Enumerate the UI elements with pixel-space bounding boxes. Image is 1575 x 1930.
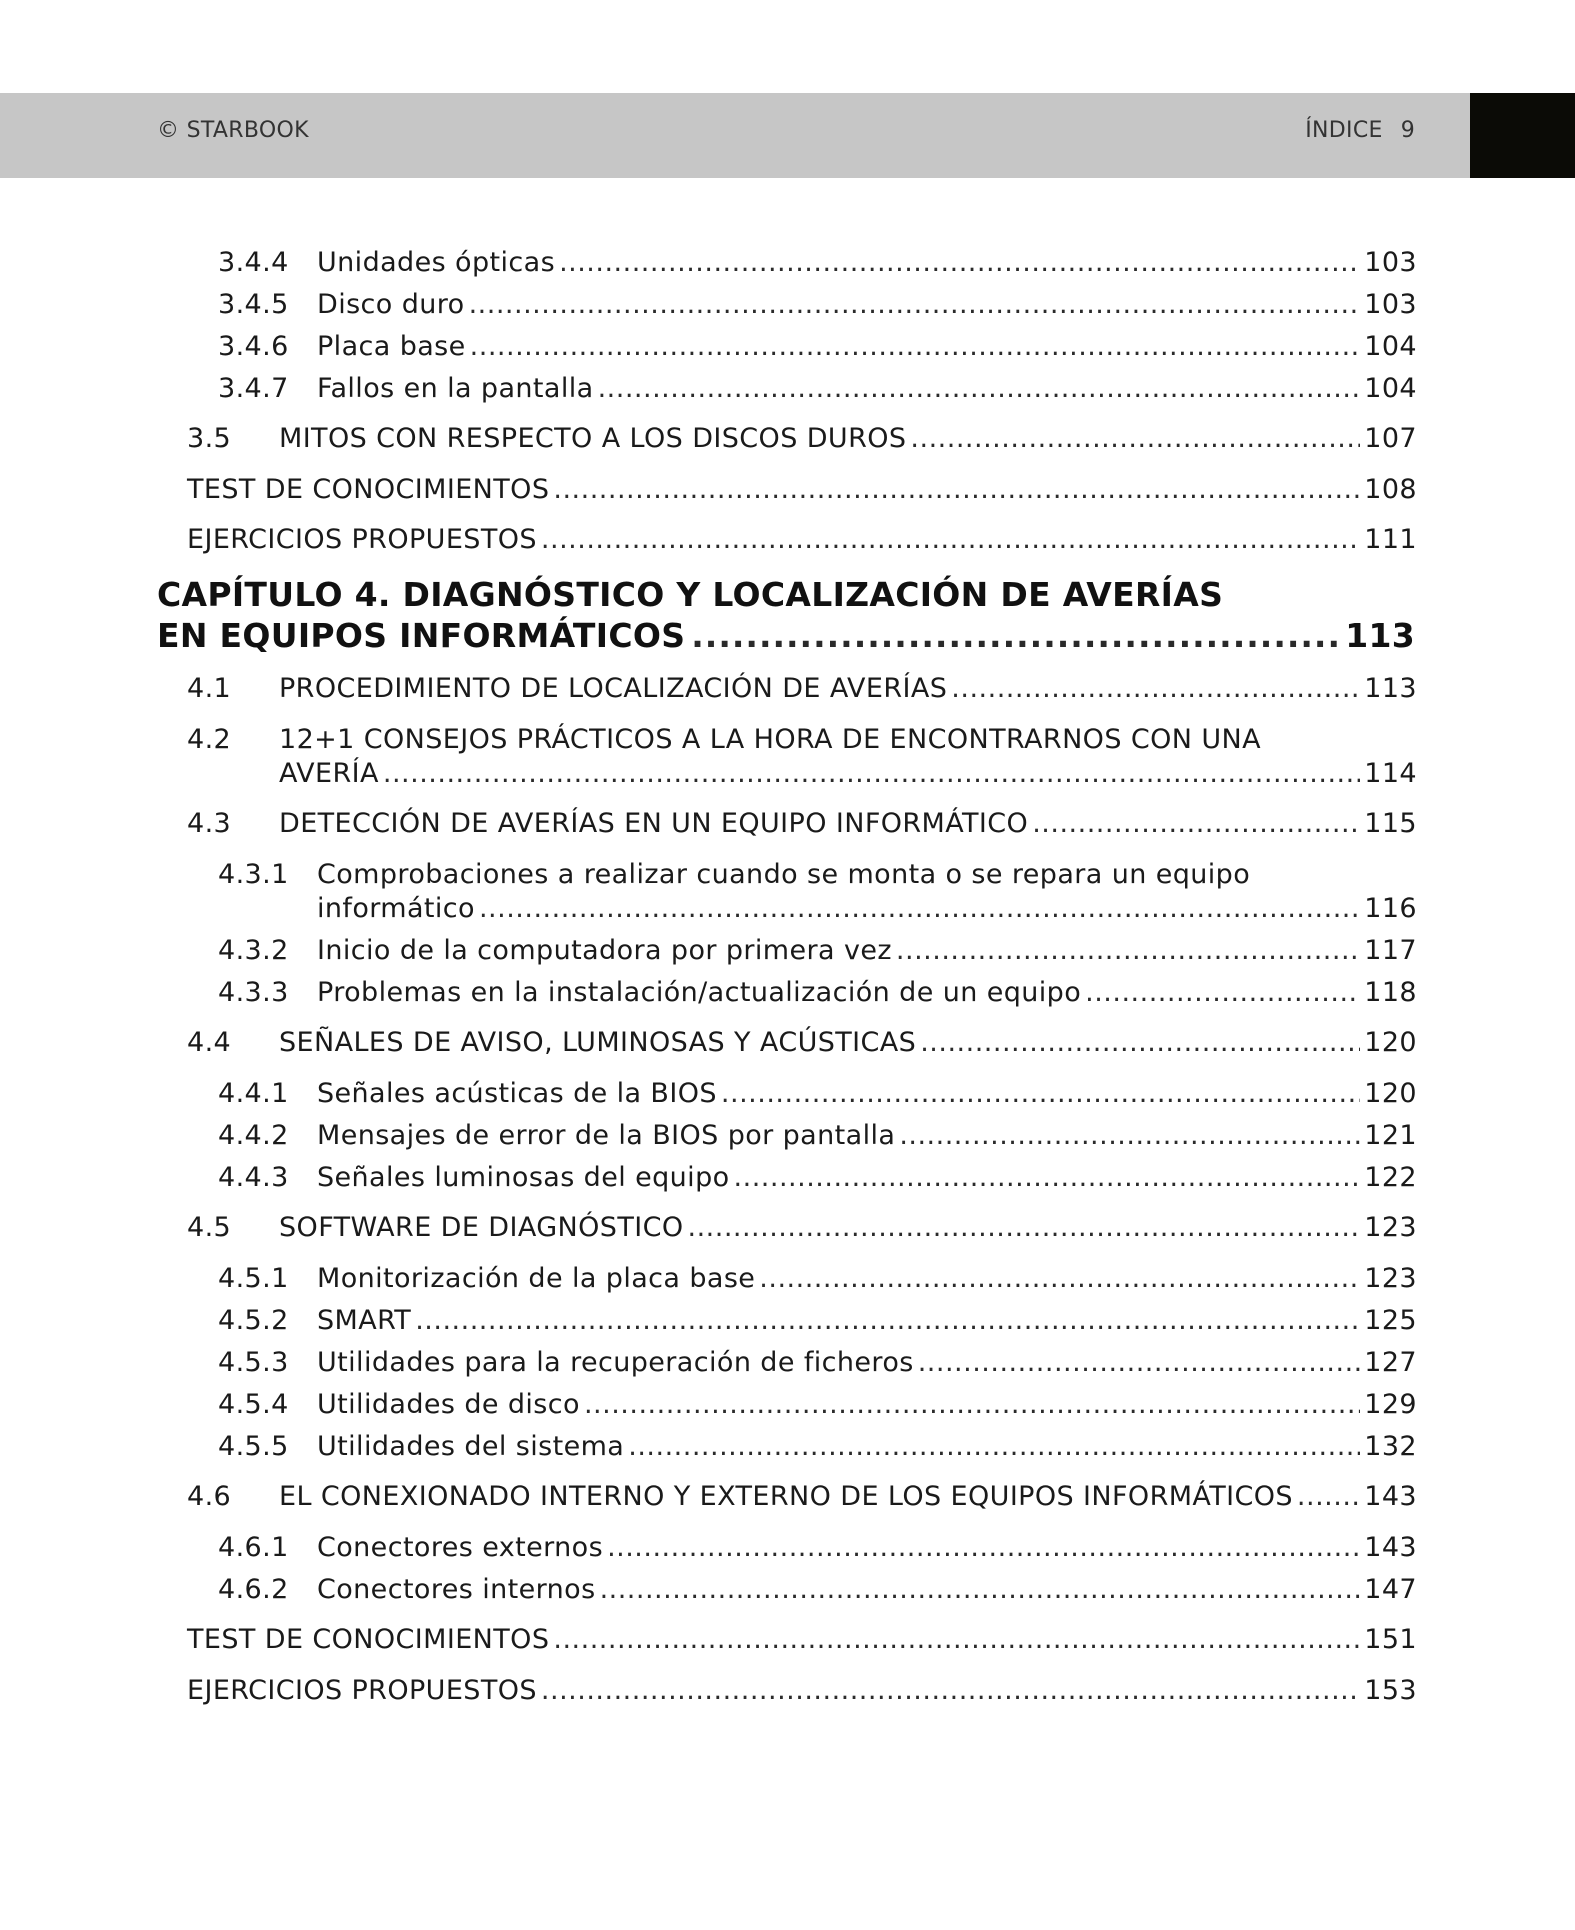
toc-entry-title: AVERÍA [279, 758, 379, 789]
dot-leader [559, 246, 1360, 280]
toc-entry-page: 120 [1364, 1078, 1417, 1109]
toc-entry-title: Utilidades del sistema [317, 1431, 625, 1462]
dot-leader [469, 288, 1361, 322]
toc-entry-title: Disco duro [317, 289, 465, 320]
dot-leader [896, 934, 1360, 968]
toc-entry-title: informático [317, 893, 475, 924]
chapter-title-line2: EN EQUIPOS INFORMÁTICOS [157, 616, 686, 655]
toc-entry-number: 4.5.4 [218, 1389, 289, 1420]
toc-entry-page: 129 [1364, 1389, 1417, 1420]
toc-entry-title: PROCEDIMIENTO DE LOCALIZACIÓN DE AVERÍAS [279, 673, 948, 704]
toc-entry-title: DETECCIÓN DE AVERÍAS EN UN EQUIPO INFORMÁTICO [279, 808, 1029, 839]
toc-entry-title: Señales acústicas de la BIOS [317, 1078, 717, 1109]
toc-entry-title: Utilidades de disco [317, 1389, 580, 1420]
dot-leader [910, 422, 1360, 456]
toc-entry-page: 120 [1364, 1027, 1417, 1058]
dot-leader [920, 1026, 1360, 1060]
toc-entry-title: Conectores externos [317, 1532, 604, 1563]
toc-entry-title: EJERCICIOS PROPUESTOS [187, 524, 537, 555]
toc-entry-page: 104 [1364, 331, 1417, 362]
toc-entry-number: 4.6.1 [218, 1532, 289, 1563]
toc-entry-number: 4.5 [187, 1212, 232, 1243]
toc-entry-page: 107 [1364, 423, 1417, 454]
dot-leader [607, 1531, 1360, 1565]
dot-leader [479, 892, 1360, 926]
toc-entry-number: 3.5 [187, 423, 232, 454]
dot-leader [553, 473, 1360, 507]
toc-entry-title: Utilidades para la recuperación de ficheros [317, 1347, 914, 1378]
toc-entry-title: SMART [317, 1305, 412, 1336]
toc-entry-page: 116 [1364, 893, 1417, 924]
toc-entry-number: 4.3.1 [218, 859, 289, 890]
toc-entry-page: 115 [1364, 808, 1417, 839]
chapter-page: 113 [1345, 616, 1415, 655]
dot-leader [584, 1388, 1360, 1422]
toc-entry-number: 4.1 [187, 673, 232, 704]
toc-entry-number: 4.5.3 [218, 1347, 289, 1378]
toc-entry-title: Fallos en la pantalla [317, 373, 594, 404]
toc-entry-page: 113 [1364, 673, 1417, 704]
toc-entry-page: 153 [1364, 1675, 1417, 1706]
dot-leader [721, 1077, 1360, 1111]
toc-entry-number: 4.2 [187, 724, 232, 755]
dot-leader [1085, 976, 1360, 1010]
toc-entry-title: TEST DE CONOCIMIENTOS [187, 1624, 550, 1655]
toc-entry-number: 4.6.2 [218, 1574, 289, 1605]
dot-leader [383, 757, 1360, 791]
toc-entry-page: 103 [1364, 247, 1417, 278]
toc-entry-page: 127 [1364, 1347, 1417, 1378]
toc-entry-title: MITOS CON RESPECTO A LOS DISCOS DUROS [279, 423, 907, 454]
toc-entry-page: 122 [1364, 1162, 1417, 1193]
toc-entry-number: 4.6 [187, 1481, 232, 1512]
dot-leader [598, 372, 1361, 406]
dot-leader [541, 1674, 1360, 1708]
dot-leader [951, 672, 1360, 706]
dot-leader [899, 1119, 1360, 1153]
publisher-label: © STARBOOK [157, 118, 309, 143]
toc-entry-page: 151 [1364, 1624, 1417, 1655]
toc-entry-number: 4.4 [187, 1027, 232, 1058]
section-label: ÍNDICE [1305, 118, 1383, 143]
toc-entry-page: 108 [1364, 474, 1417, 505]
dot-leader [734, 1161, 1361, 1195]
toc-entry-title: Unidades ópticas [317, 247, 556, 278]
toc-entry-number: 3.4.6 [218, 331, 289, 362]
toc-entry-page: 121 [1364, 1120, 1417, 1151]
toc-entry-page: 125 [1364, 1305, 1417, 1336]
dot-leader [918, 1346, 1361, 1380]
page-thumb-tab [1470, 93, 1575, 178]
toc-entry-number: 4.5.5 [218, 1431, 289, 1462]
toc-entry-page: 123 [1364, 1212, 1417, 1243]
toc-entry-title: Monitorización de la placa base [317, 1263, 756, 1294]
toc-entry-number: 4.5.1 [218, 1263, 289, 1294]
toc-entry-page: 132 [1364, 1431, 1417, 1462]
toc-entry-title-line1: Comprobaciones a realizar cuando se monta o se repara un equipo [317, 859, 1251, 890]
toc-entry-page: 143 [1364, 1481, 1417, 1512]
toc-entry-title-line1: 12+1 CONSEJOS PRÁCTICOS A LA HORA DE ENCONTRARNOS CON UNA [279, 724, 1261, 755]
toc-entry-page: 104 [1364, 373, 1417, 404]
dot-leader [541, 523, 1360, 557]
toc-entry-title: Mensajes de error de la BIOS por pantalla [317, 1120, 896, 1151]
chapter-title-line1: CAPÍTULO 4. DIAGNÓSTICO Y LOCALIZACIÓN DE AVERÍAS [157, 575, 1224, 614]
dot-leader [628, 1430, 1360, 1464]
dot-leader [691, 615, 1339, 656]
toc-entry-number: 4.3.3 [218, 977, 289, 1008]
dot-leader [553, 1623, 1360, 1657]
toc-entry-number: 4.5.2 [218, 1305, 289, 1336]
toc-entry-title: TEST DE CONOCIMIENTOS [187, 474, 550, 505]
toc-entry-page: 147 [1364, 1574, 1417, 1605]
page-number: 9 [1400, 118, 1415, 143]
toc-entry-title: Placa base [317, 331, 466, 362]
toc-entry-number: 3.4.4 [218, 247, 289, 278]
toc-entry-number: 4.3 [187, 808, 232, 839]
toc-entry-title: SOFTWARE DE DIAGNÓSTICO [279, 1212, 684, 1243]
toc-entry-title: EJERCICIOS PROPUESTOS [187, 1675, 537, 1706]
toc-entry-title: Inicio de la computadora por primera vez [317, 935, 892, 966]
dot-leader [687, 1211, 1360, 1245]
toc-entry-title: Conectores internos [317, 1574, 596, 1605]
toc-entry-number: 4.4.1 [218, 1078, 289, 1109]
toc-entry-number: 4.4.3 [218, 1162, 289, 1193]
toc-entry-number: 4.3.2 [218, 935, 289, 966]
toc-entry-number: 4.4.2 [218, 1120, 289, 1151]
dot-leader [600, 1573, 1361, 1607]
toc-entry-page: 117 [1364, 935, 1417, 966]
section-and-page [1305, 118, 1415, 143]
toc-entry-title: Problemas en la instalación/actualización de un equipo [317, 977, 1082, 1008]
toc-entry-number: 3.4.5 [218, 289, 289, 320]
dot-leader [470, 330, 1361, 364]
toc-entry-title: SEÑALES DE AVISO, LUMINOSAS Y ACÚSTICAS [279, 1027, 917, 1058]
toc-entry-number: 3.4.7 [218, 373, 289, 404]
dot-leader [759, 1262, 1360, 1296]
toc-entry-page: 103 [1364, 289, 1417, 320]
toc-entry-page: 123 [1364, 1263, 1417, 1294]
toc-entry-page: 143 [1364, 1532, 1417, 1563]
toc-entry-page: 118 [1364, 977, 1417, 1008]
toc-entry-page: 111 [1364, 524, 1417, 555]
toc-entry-title: EL CONEXIONADO INTERNO Y EXTERNO DE LOS EQUIPOS INFORMÁTICOS [279, 1481, 1293, 1512]
dot-leader [1032, 807, 1360, 841]
toc-entry-page: 114 [1364, 758, 1417, 789]
dot-leader [415, 1304, 1360, 1338]
dot-leader [1297, 1480, 1360, 1514]
toc-entry-title: Señales luminosas del equipo [317, 1162, 730, 1193]
